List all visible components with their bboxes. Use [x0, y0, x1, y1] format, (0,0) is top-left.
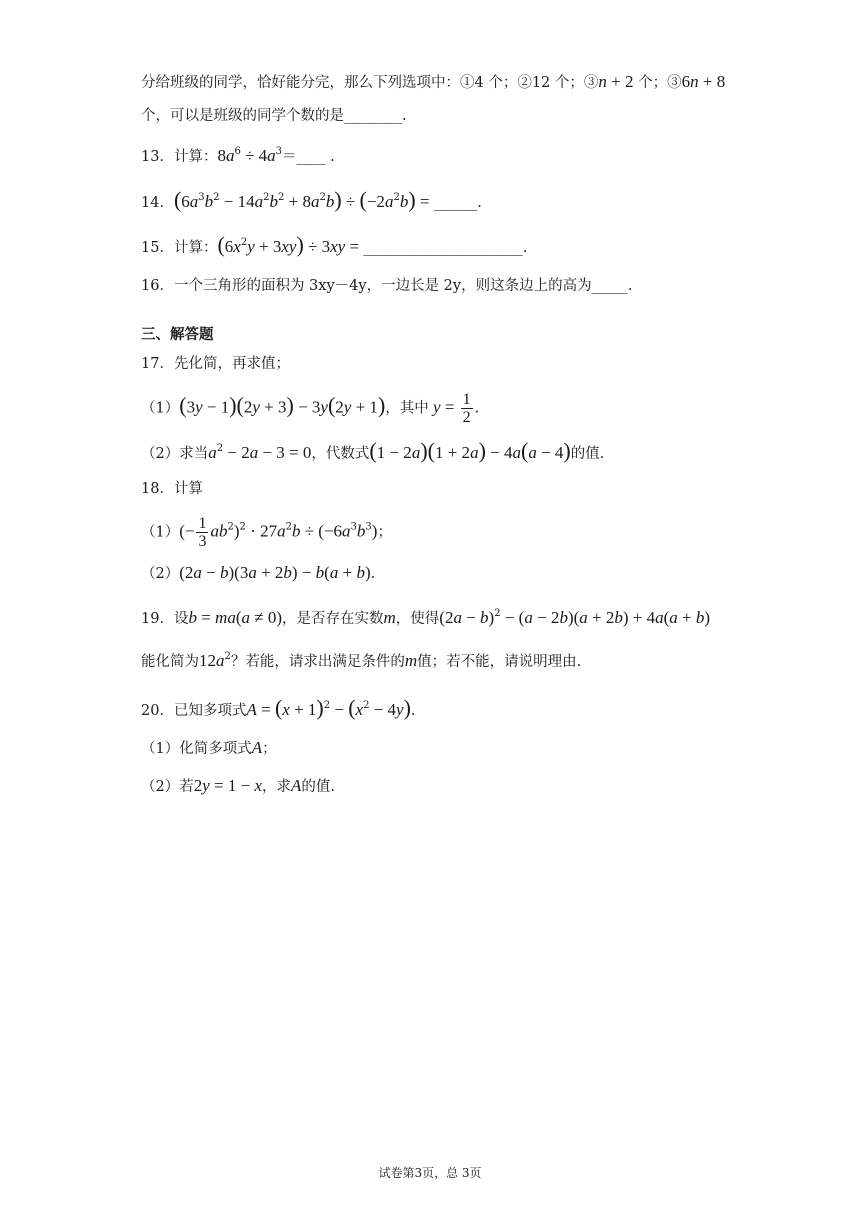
q12-continuation-line1: 分给班级的同学，恰好能分完，那么下列选项中：①4 个；②12 个；③n + 2 个；③6n + 8	[141, 72, 726, 91]
question-17: 17．先化简，再求值；	[141, 356, 290, 372]
question-19: 19．设b = ma(a ≠ 0)，是否存在实数m，使得$(2a - b)^2 - (a - 2b)(a + 2b) + 4a(a + b)$	[141, 608, 711, 627]
question-14: 14．$(6a^3b^2 - 14a^2b^2 + 8a^2b) \div (-2a^2b)$ = ______.	[141, 187, 482, 212]
question-20-part2: （2）若2y = 1 − x，求A的值.	[141, 776, 336, 795]
section-heading: 三、解答题	[141, 326, 214, 343]
question-18-part1: （1）(− $\frac{1}{3}$ $ab^2)^2 \cdot 27a^2b \div (-6a^3b^3)$；	[141, 515, 392, 550]
question-20: 20．已知多项式$A = (x + 1)^2 - (x^2 - 4y)$.	[141, 695, 416, 720]
fraction-one-half: $\frac{1}{2}$	[462, 391, 471, 426]
question-16: 16．一个三角形的面积为 3xy－4y，一边长是 2y，则这条边上的高为_____.	[141, 278, 633, 294]
fraction-one-third: $\frac{1}{3}$	[198, 515, 207, 550]
question-18-part2: （2）(2a − b)(3a + 2b) − b(a + b).	[141, 563, 376, 582]
page-footer: 试卷第3页，总 3页	[378, 1166, 482, 1180]
question-17-part2: （2）求当$a^2 - 2a - 3 = 0$，代数式(1 − 2a)(1 + 2a) − 4a(a − 4)的值.	[141, 438, 605, 463]
q12-continuation-line2: 个，可以是班级的同学个数的是________.	[141, 108, 407, 124]
question-17-part1: （1）(3y − 1)(2y + 3) − 3y(2y + 1)，其中 y = $\frac{1}{2}$ .	[141, 391, 480, 426]
question-18: 18．计算	[141, 481, 203, 497]
question-15: 15．计算：$(6x^2y + 3xy) \div 3xy$ = ______________________.	[141, 232, 528, 257]
question-13: 13．计算：$8a^6$ ÷ $4a^3=\_\_\_\_$ .	[141, 146, 335, 165]
question-19-line2: 能化简为$12a^2$？若能，请求出满足条件的m值；若不能，请说明理由.	[141, 651, 582, 670]
question-20-part1: （1）化简多项式A；	[141, 738, 277, 757]
